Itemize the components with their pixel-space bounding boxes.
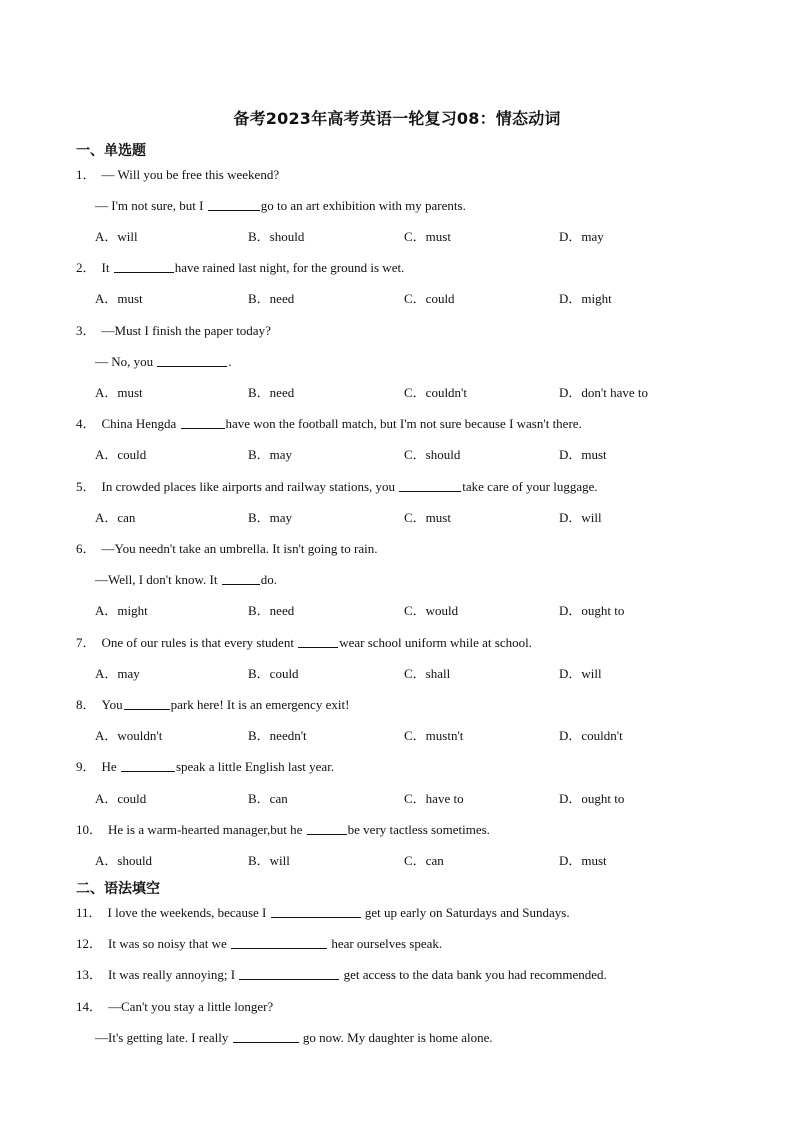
answer-blank — [121, 759, 175, 772]
option-b[interactable]: B．may — [248, 510, 293, 525]
question-text: have won the football match, but I'm not sure because I wasn't there. — [225, 416, 582, 431]
question-3 — [76, 322, 271, 340]
option-d[interactable]: D．must — [559, 447, 607, 462]
question-number: 7． — [76, 635, 96, 650]
option-a[interactable]: A．may — [95, 666, 140, 681]
option-d[interactable]: D．will — [559, 666, 602, 681]
answer-blank — [114, 260, 174, 273]
question-10 — [76, 821, 490, 839]
question-number: 12． — [76, 936, 103, 951]
question-text: It was really annoying; I — [108, 967, 239, 982]
question-text: He — [101, 759, 120, 774]
question-text: He is a warm-hearted manager,but he — [108, 822, 306, 837]
question-number: 2． — [76, 260, 96, 275]
option-c[interactable]: C．could — [404, 291, 455, 306]
question-4 — [76, 415, 582, 433]
question-6-line-2 — [95, 571, 277, 589]
question-text: do. — [260, 572, 277, 587]
question-text: . — [228, 354, 232, 369]
option-a[interactable]: A．can — [95, 510, 136, 525]
question-text: — No, you — [95, 354, 157, 369]
question-text: —Must I finish the paper today? — [101, 323, 271, 338]
question-number: 5． — [76, 479, 96, 494]
question-number: 1． — [76, 167, 96, 182]
question-9 — [76, 758, 334, 776]
answer-blank — [307, 822, 347, 835]
answer-blank — [181, 416, 225, 429]
options-q7 — [95, 665, 735, 683]
option-a[interactable]: A．must — [95, 385, 143, 400]
options-q4 — [95, 446, 735, 464]
option-a[interactable]: A．could — [95, 447, 147, 462]
option-d[interactable]: D．couldn't — [559, 728, 623, 743]
question-14-line-2 — [95, 1029, 493, 1047]
question-3-line-2 — [95, 353, 232, 371]
question-number: 9． — [76, 759, 96, 774]
option-b[interactable]: B．will — [248, 853, 290, 868]
option-b[interactable]: B．need — [248, 291, 295, 306]
options-q6 — [95, 602, 735, 620]
question-5 — [76, 478, 598, 496]
question-number: 14． — [76, 999, 103, 1014]
question-8 — [76, 696, 349, 714]
question-text: I love the weekends, because I — [107, 905, 270, 920]
option-b[interactable]: B．could — [248, 666, 299, 681]
answer-blank[interactable] — [271, 905, 361, 918]
answer-blank — [298, 635, 338, 648]
option-d[interactable]: D．may — [559, 229, 604, 244]
question-text: go to an art exhibition with my parents. — [260, 198, 466, 213]
option-a[interactable]: A．will — [95, 229, 138, 244]
question-1-line-2 — [95, 197, 466, 215]
options-q5 — [95, 509, 735, 527]
question-12 — [76, 935, 442, 953]
options-q8 — [95, 727, 735, 745]
question-text: In crowded places like airports and railway stations, you — [101, 479, 399, 494]
question-6 — [76, 540, 377, 558]
question-number: 11． — [76, 905, 102, 920]
answer-blank — [124, 697, 170, 710]
question-text: China Hengda — [101, 416, 180, 431]
question-number: 3． — [76, 323, 96, 338]
option-d[interactable]: D．might — [559, 291, 612, 306]
question-text: wear school uniform while at school. — [339, 635, 532, 650]
question-text: —Can't you stay a little longer? — [108, 999, 274, 1014]
answer-blank — [399, 479, 461, 492]
option-b[interactable]: B．can — [248, 791, 288, 806]
options-q10 — [95, 852, 735, 870]
option-c[interactable]: C．couldn't — [404, 385, 468, 400]
option-c[interactable]: C．shall — [404, 666, 451, 681]
option-d[interactable]: D．ought to — [559, 603, 625, 618]
question-text: — Will you be free this weekend? — [101, 167, 280, 182]
options-q3 — [95, 384, 735, 402]
question-text: It — [101, 260, 113, 275]
question-text: take care of your luggage. — [462, 479, 598, 494]
question-text: get access to the data bank you had recommended. — [340, 967, 607, 982]
question-text: park here! It is an emergency exit! — [170, 697, 350, 712]
question-text: have rained last night, for the ground is wet. — [174, 260, 405, 275]
answer-blank — [157, 354, 227, 367]
question-7 — [76, 634, 532, 652]
question-text: —You needn't take an umbrella. It isn't going to rain. — [101, 541, 378, 556]
question-text: — I'm not sure, but I — [95, 198, 207, 213]
option-b[interactable]: B．need — [248, 603, 295, 618]
question-text: —It's getting late. I really — [95, 1030, 232, 1045]
option-c[interactable]: C．must — [404, 229, 451, 244]
question-1 — [76, 166, 279, 184]
option-c[interactable]: C．must — [404, 510, 451, 525]
question-2 — [76, 259, 404, 277]
question-text: go now. My daughter is home alone. — [299, 1030, 493, 1045]
question-text: hear ourselves speak. — [328, 936, 443, 951]
option-c[interactable]: C．mustn't — [404, 728, 464, 743]
question-11 — [76, 904, 570, 922]
option-a[interactable]: A．should — [95, 853, 153, 868]
option-d[interactable]: D．must — [559, 853, 607, 868]
option-d[interactable]: D．ought to — [559, 791, 625, 806]
question-13 — [76, 966, 607, 984]
option-c[interactable]: C．have to — [404, 791, 464, 806]
question-number: 8． — [76, 697, 96, 712]
question-text: be very tactless sometimes. — [347, 822, 490, 837]
option-a[interactable]: A．might — [95, 603, 148, 618]
option-b[interactable]: B．should — [248, 229, 305, 244]
question-text: —Well, I don't know. It — [95, 572, 221, 587]
option-c[interactable]: C．can — [404, 853, 444, 868]
options-q9 — [95, 790, 735, 808]
answer-blank[interactable] — [231, 936, 327, 949]
section-heading-single-choice: 一、单选题 — [76, 143, 146, 159]
page-title: 备考2023年高考英语一轮复习08：情态动词 — [233, 109, 561, 128]
question-14 — [76, 998, 273, 1016]
options-q2 — [95, 290, 735, 308]
question-text: speak a little English last year. — [175, 759, 335, 774]
option-d[interactable]: D．will — [559, 510, 602, 525]
option-b[interactable]: B．may — [248, 447, 293, 462]
question-text: One of our rules is that every student — [101, 635, 298, 650]
answer-blank[interactable] — [233, 1030, 299, 1043]
answer-blank — [208, 198, 260, 211]
option-c[interactable]: C．should — [404, 447, 461, 462]
question-text: get up early on Saturdays and Sundays. — [361, 905, 570, 920]
question-number: 4． — [76, 416, 96, 431]
option-d[interactable]: D．don't have to — [559, 385, 648, 400]
option-a[interactable]: A．could — [95, 791, 147, 806]
question-number: 13． — [76, 967, 103, 982]
option-a[interactable]: A．wouldn't — [95, 728, 163, 743]
section-heading-grammar-fill: 二、语法填空 — [76, 881, 160, 897]
question-number: 6． — [76, 541, 96, 556]
question-text: It was so noisy that we — [108, 936, 231, 951]
option-c[interactable]: C．would — [404, 603, 459, 618]
answer-blank[interactable] — [239, 967, 339, 980]
option-b[interactable]: B．needn't — [248, 728, 307, 743]
option-b[interactable]: B．need — [248, 385, 295, 400]
option-a[interactable]: A．must — [95, 291, 143, 306]
answer-blank — [222, 572, 260, 585]
question-text: You — [101, 697, 123, 712]
question-number: 10． — [76, 822, 103, 837]
options-q1 — [95, 228, 735, 246]
